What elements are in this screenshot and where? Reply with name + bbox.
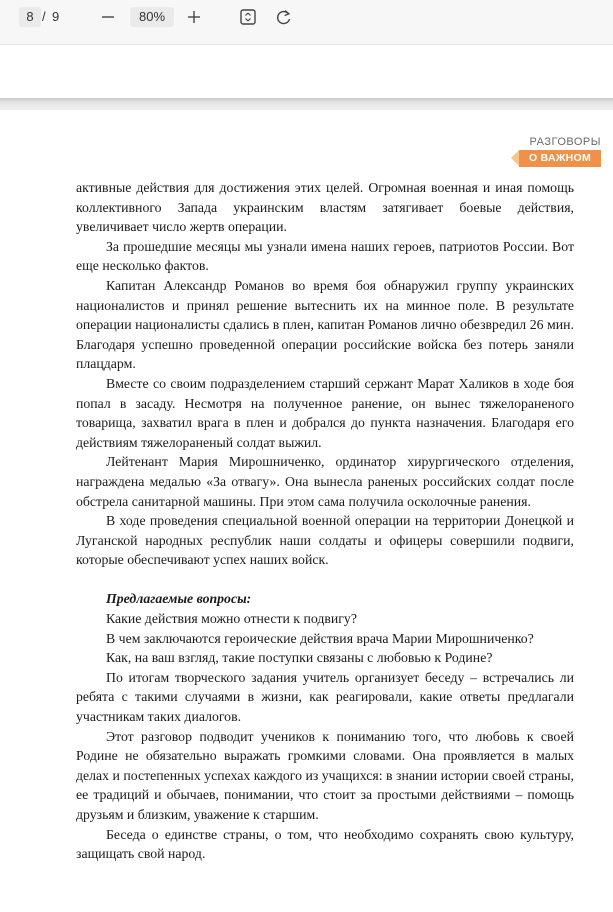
paragraph: Этот разговор подводит учеников к пониманию того, что любовь к своей Родине не обязательно выражать громкими словами. Она проявляется в малых делах и постепенных успехах каждого из учащихся: в знании истории своей страны, ее традиций и обычаев, понимании, что стоит за простыми действиями – помощь друзьям и близким, уважение к старшим. bbox=[76, 728, 574, 822]
page-separator: / bbox=[42, 9, 46, 24]
paragraph: По итогам творческого задания учитель организует беседу – встречались ли ребята с такими случаями в жизни, как реагировали, какие ответы предлагали участникам таких диалогов. bbox=[76, 669, 574, 725]
page-number-input[interactable]: 8 bbox=[19, 7, 41, 27]
rotate-icon[interactable] bbox=[274, 7, 294, 27]
paragraph: Беседа о единстве страны, о том, что необходимо сохранять свою культуру, защищать свой народ. bbox=[76, 826, 574, 862]
viewer-spacer bbox=[0, 44, 613, 99]
paragraph: В ходе проведения специальной военной операции на территории Донецкой и Луганской народных республик наши солдаты и офицеры совершили подвиги, которые обеспечивают успех наших войск. bbox=[76, 513, 574, 568]
paragraph: Капитан Александр Романов во время боя обнаружил группу украинских националистов и принял решение вытеснить их на минное поле. В результате операции националисты сдались в плен, капитан Романов лично обезвредил 26 мин. Благодаря успешно проведенной операции российские войска без потерь заняли плацдарм. bbox=[76, 277, 574, 372]
question: Как, на ваш взгляд, такие поступки связаны с любовью к Родине? bbox=[106, 650, 493, 666]
document-page bbox=[0, 110, 613, 912]
paragraph: Лейтенант Мария Мирошниченко, ординатор хирургического отделения, награждена медалью «За отвагу». Она вынесла раненых российских солдат после обстрела санитарной машины. При этом сама получила осколочные ранения. bbox=[76, 454, 574, 509]
question: В чем заключаются героические действия врача Марии Мирошниченко? bbox=[106, 630, 534, 646]
document-text bbox=[76, 178, 574, 864]
logo-line2: О ВАЖНОМ bbox=[519, 150, 601, 167]
zoom-in-icon[interactable] bbox=[184, 7, 204, 27]
logo-line1: РАЗГОВОРЫ bbox=[529, 136, 601, 148]
zoom-out-icon[interactable] bbox=[98, 7, 118, 27]
zoom-level[interactable]: 80% bbox=[130, 7, 174, 27]
viewer-toolbar bbox=[0, 0, 613, 44]
question: Какие действия можно отнести к подвигу? bbox=[106, 611, 357, 627]
questions-heading: Предлагаемые вопросы: bbox=[106, 591, 252, 607]
paragraph: За прошедшие месяцы мы узнали имена наших героев, патриотов России. Вот еще несколько фактов. bbox=[76, 238, 574, 274]
page-total: 9 bbox=[52, 9, 60, 24]
page-gap bbox=[0, 98, 613, 110]
fit-page-icon[interactable] bbox=[238, 7, 258, 27]
logo-arrow-icon bbox=[511, 150, 519, 166]
logo bbox=[505, 136, 601, 170]
paragraph: Вместе со своим подразделением старший сержант Марат Халиков в ходе боя попал в засаду. Несмотря на полученное ранение, он вынес тяжелораненого товарища, захватил врага в плен и добрался до пункта назначения. Благодаря его действиям тяжелораненый солдат выжил. bbox=[76, 375, 574, 450]
paragraph: активные действия для достижения этих целей. Огромная военная и иная помощь коллективного Запада украинским властям затягивает боевые действия, увеличивает число жертв операции. bbox=[76, 180, 574, 235]
